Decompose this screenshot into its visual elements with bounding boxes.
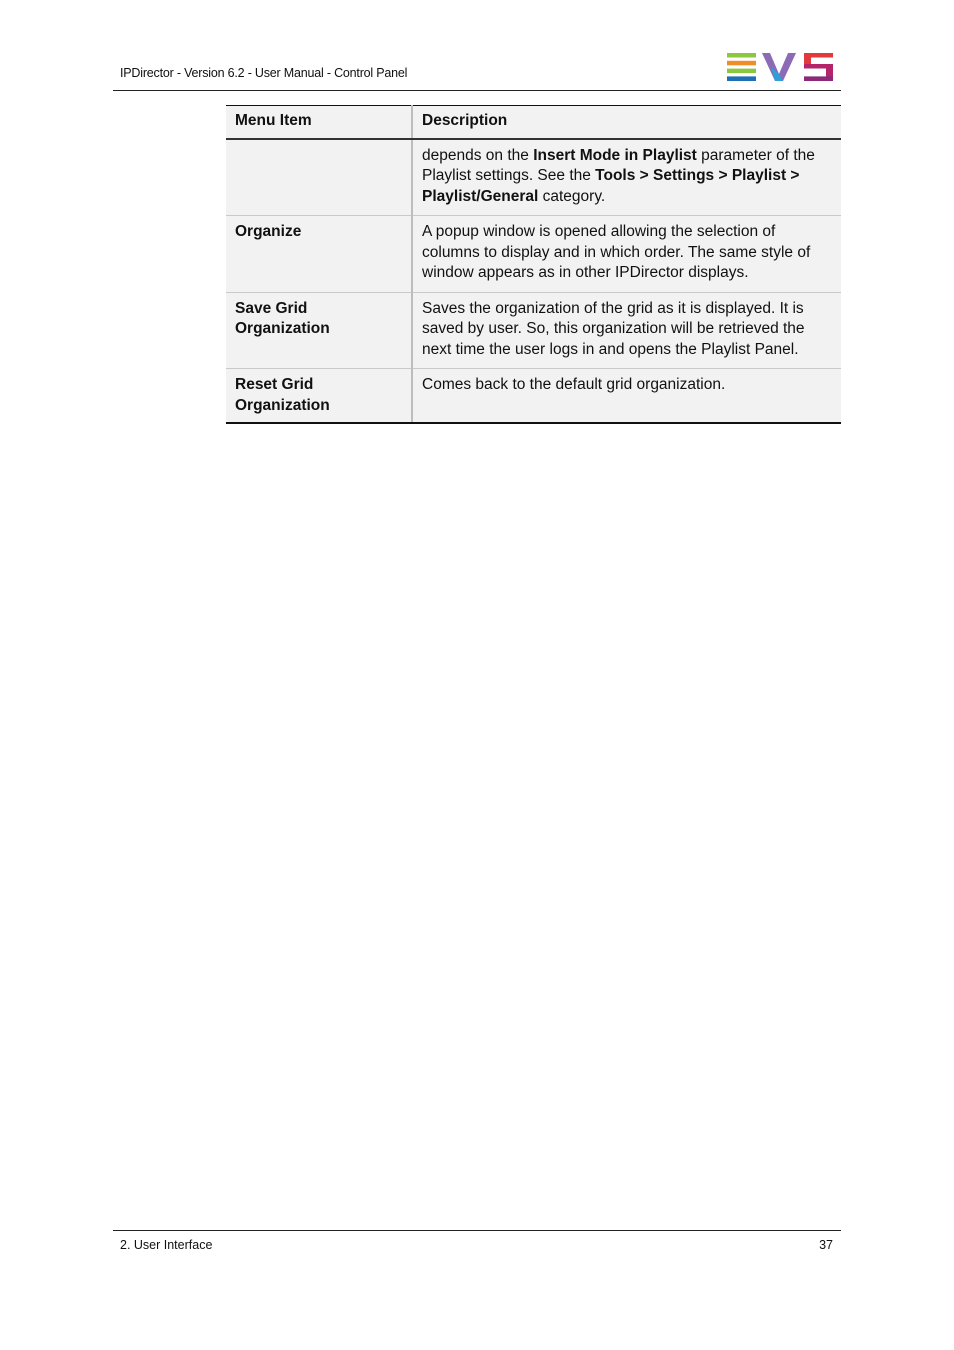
menu-item-cell: Organize <box>226 216 412 293</box>
table-row <box>226 292 841 369</box>
table-row <box>226 369 841 424</box>
header-divider <box>113 90 841 91</box>
table-header-row <box>226 106 841 139</box>
table-row <box>226 139 841 216</box>
menu-item-cell: Reset Grid Organization <box>226 369 412 424</box>
description-text: parameter of the Playlist settings. See the <box>422 146 815 184</box>
menu-item-cell <box>226 139 412 216</box>
footer-divider <box>113 1230 841 1231</box>
page-number: 37 <box>819 1238 833 1252</box>
description-text: depends on the <box>422 146 534 164</box>
table-row <box>226 216 841 293</box>
header-title: IPDirector - Version 6.2 - User Manual - Control Panel <box>120 66 408 80</box>
description-text: category. <box>538 187 606 205</box>
column-header-description: Description <box>412 106 841 139</box>
description-menu-path: Tools > Settings > Playlist > Playlist/General <box>422 167 800 205</box>
menu-item-table <box>226 105 841 424</box>
description-cell: Saves the organization of the grid as it is displayed. It is saved by user. So, this organization will be retrieved the next time the user logs in and opens the Playlist Panel. <box>412 292 841 369</box>
description-cell <box>412 139 841 216</box>
description-cell: A popup window is opened allowing the selection of columns to display and in which order. The same style of window appears as in other IPDirector displays. <box>412 216 841 293</box>
description-cell: Comes back to the default grid organization. <box>412 369 841 424</box>
column-header-menu-item: Menu Item <box>226 106 412 139</box>
description-bold-term: Insert Mode in Playlist <box>533 146 697 164</box>
menu-item-cell: Save Grid Organization <box>226 292 412 369</box>
footer-section: 2. User Interface <box>120 1238 213 1252</box>
evs-logo <box>727 53 833 81</box>
